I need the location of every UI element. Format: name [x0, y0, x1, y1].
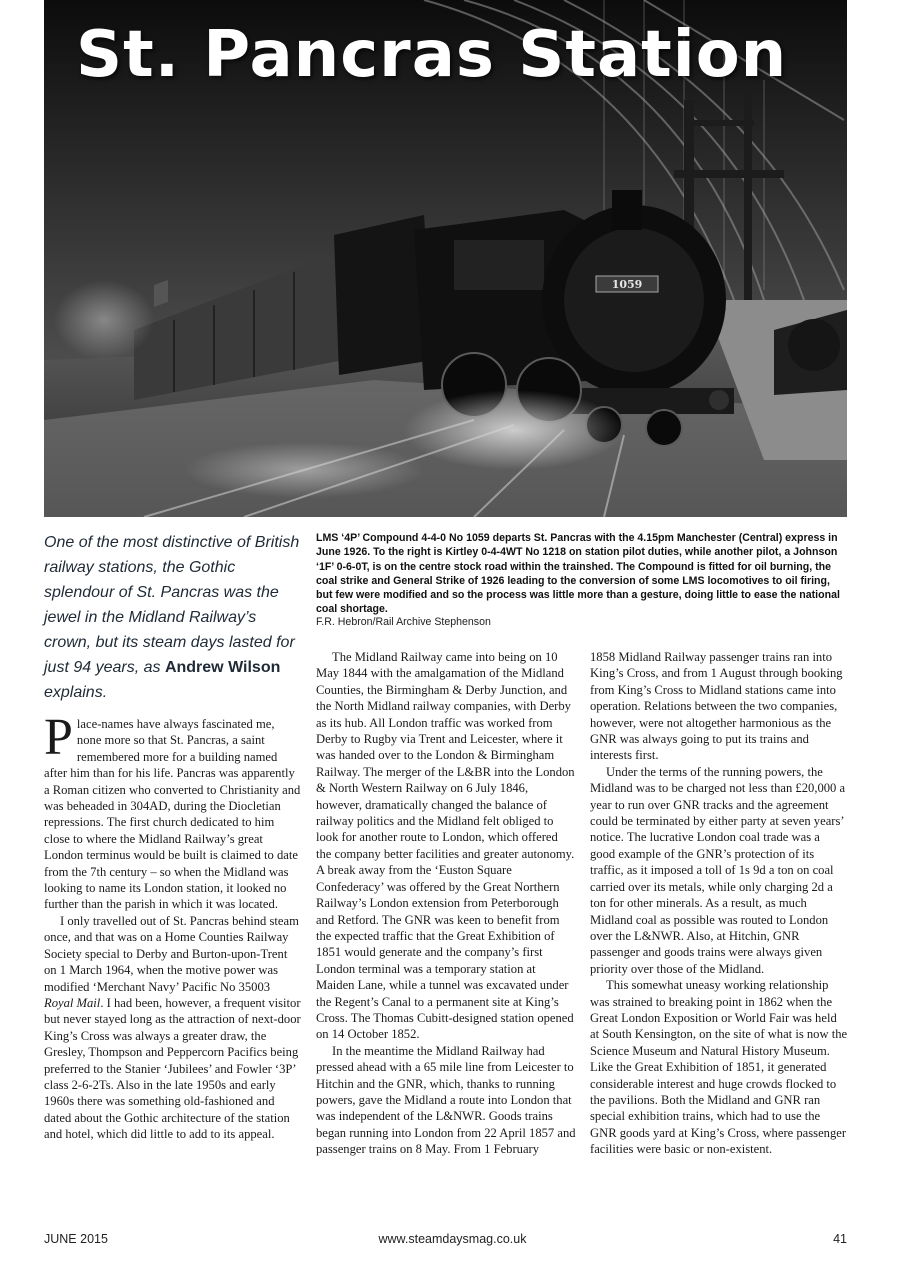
article-column-2 [316, 649, 576, 1158]
standfirst-end: explains. [44, 684, 108, 701]
drop-cap: P [44, 709, 73, 766]
paragraph-text: I only travelled out of St. Pancras behind steam once, and that was on a Home Counties Railway Society special to Derby and Burton-upon-Trent on 1 March 1964, when the motive power was modified ‘Merchant Navy’ Pacific No 35003 [44, 913, 299, 994]
author-name: Andrew Wilson [164, 659, 281, 676]
article-paragraph [44, 709, 302, 913]
article-paragraph: In the meantime the Midland Railway had pressed ahead with a 65 mile line from Leicester to Hitchin and the GNR, which, thanks to running powers, gave the Midland a route into London that was independent of the L&NWR. Goods trains began running into London from 22 April 1857 and passenger trains on 8 May. From 1 February [316, 1043, 576, 1157]
article-paragraph [44, 913, 302, 1143]
hero-photo [44, 0, 847, 517]
loco-name: Royal Mail [44, 995, 101, 1010]
article-paragraph: This somewhat uneasy working relationship was strained to breaking point in 1862 when the Great London Exposition or World Fair was held at South Kensington, on the site of what is now the Science Museum and Natural History Museum. Like the Great Exhibition of 1851, it generated considerable interest and huge crowds flocked to the pavilions. Both the Midland and GNR ran special exhibition trains, which had to use the GNR goods yard at King’s Cross, where passenger facilities were basic or non-existent. [590, 978, 848, 1157]
photo-credit: F.R. Hebron/Rail Archive Stephenson [316, 616, 491, 628]
page-title: St. Pancras Station [76, 18, 788, 92]
page-number: 41 [833, 1232, 847, 1246]
paragraph-text: . I had been, however, a frequent visitor but never stayed long as the attraction of next-door King’s Cross was always a greater draw, the Gresley, Thompson and Peppercorn Pacifics being preferred to the Stanier ‘Jubilees’ and Fowler ‘3P’ class 2-6-2Ts. Also in the late 1950s and early 1960s there was something old-fashioned and dated about the Gothic architecture of the station and hotel, which did little to add to its appeal. [44, 995, 301, 1142]
smokebox-number-plate: 1059 [611, 278, 643, 291]
article-paragraph: 1858 Midland Railway passenger trains ran into King’s Cross, and from 1 August through booking from King’s Cross to Midland stations came into operation. Relations between the two companies, however, were not altogether harmonious as the GNR was always going to put its trains and interests first. [590, 650, 843, 763]
paragraph-text: lace-names have always fascinated me, none more so that St. Pancras, a saint remembered more for a building named after him than for his life. Pancras was apparently a Roman citizen who converted to Christianity and was beheaded in 304AD, during the Diocletian repressions. The first church dedicated to him close to where the Midland Railway’s great London terminus would be built is claimed to date from the 7th century – so when the Midland was looking to name its London station, it looked no further than the parish in which it was located. [44, 717, 301, 912]
standfirst-intro: One of the most distinctive of British railway stations, the Gothic splendour of St. Pancras was the jewel in the Midland Railway’s crown, but its steam days lasted for just 94 years, as [44, 534, 300, 676]
article-paragraph: Under the terms of the running powers, the Midland was to be charged not less than £20,000 a year to run over GNR tracks and the agreement could be terminated by either party at seven years’ notice. The lucrative London coal trade was a good example of the GNR’s protection of its traffic, as it imposed a toll of 1s 9d a ton on coal carried over its metals, while only charging 2d a ton for other minerals. As a result, as much Midland coal as possible was routed to London over the L&NWR. Also, at Hitchin, GNR passenger and goods trains were always given priority over those of the Midland. [590, 764, 846, 976]
footer-url: www.steamdaysmag.co.uk [378, 1232, 527, 1246]
article-paragraph: The Midland Railway came into being on 10 May 1844 with the amalgamation of the Midland Counties, the Birmingham & Derby Junction, and the North Midland railway companies, with Derby as its hub. All London traffic was worked from Derby to Rugby via Trent and Leicester, where it was handed over to the London & Birmingham Railway. The merger of the L&BR into the London & North Western Railway on 6 July 1846, however, dramatically changed the balance of railway politics and the Midland felt obliged to look for another route to London, which offered the company better facilities and greater autonomy. A break away from the ‘Euston Square Confederacy’ was offered by the Great Northern Railway’s London extension from Peterborough and Retford. The GNR was keen to benefit from the expected traffic that the Great Exhibition of 1851 would generate and the company’s first London terminal was a temporary station at Maiden Lane, while a tunnel was excavated under the Regent’s Canal to a permanent site at King’s Cross. The Thomas Cubitt-designed station opened on 14 October 1852. [316, 650, 575, 1042]
photo-caption: LMS ‘4P’ Compound 4-4-0 No 1059 departs St. Pancras with the 4.15pm Manchester (Central) express in June 1926. To the right is Kirtley 0-4-4WT No 1218 on station pilot duties, while another pilot, a Johnson ‘1F’ 0-6-0T, is on the centre stock road within the trainshed. The Compound is fitted for oil burning, the coal strike and General Strike of 1926 leading to the conversion of some LMS locomotives to oil firing, but few were modified and so the process was little more than a gesture, doing little to ease the national coal shortage. [316, 532, 840, 616]
footer-date: JUNE 2015 [44, 1232, 108, 1246]
standfirst [44, 530, 302, 705]
article-column-1 [44, 709, 302, 1143]
article-column-3 [590, 649, 848, 1158]
